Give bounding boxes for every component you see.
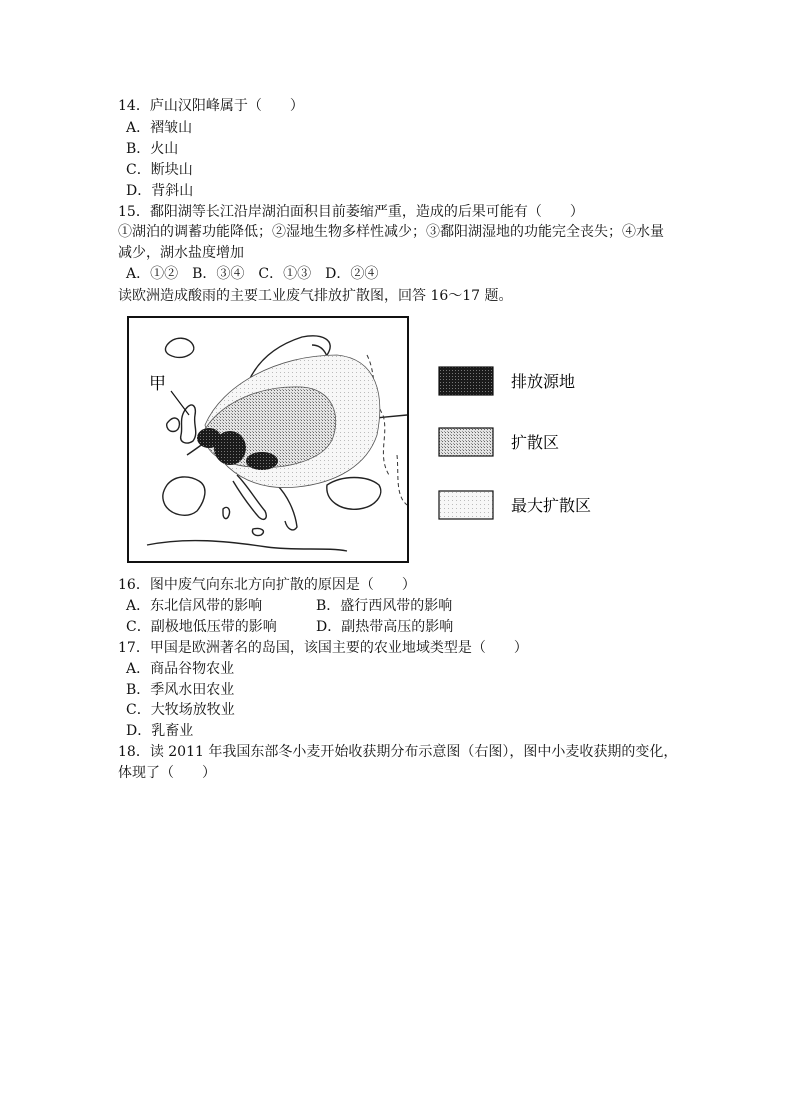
q15-items-line1: ①湖泊的调蓄功能降低；②湿地生物多样性减少；③鄱阳湖湿地的功能完全丧失；④水量	[118, 224, 664, 240]
q17-option-d: D．乳畜业	[126, 723, 194, 739]
map-label-jia: 甲	[149, 374, 166, 394]
q16-option-b: B．盛行西风带的影响	[316, 598, 453, 614]
q17-option-b: B．季风水田农业	[126, 682, 235, 698]
q16-stem: 16．图中废气向东北方向扩散的原因是（ ）	[118, 577, 416, 593]
q17-option-a: A．商品谷物农业	[126, 661, 235, 677]
q15-options: A．①② B．③④ C．①③ D．②④	[126, 266, 379, 282]
q18-line1: 18．读 2011 年我国东部冬小麦开始收获期分布示意图（右图），图中小麦收获期的变化，	[118, 744, 678, 760]
legend-swatch-diffusion	[439, 428, 493, 456]
q16-option-c: C．副极地低压带的影响	[126, 619, 277, 635]
q16-option-d: D．副热带高压的影响	[316, 619, 454, 635]
legend-label-diffusion: 扩散区	[511, 433, 560, 452]
q14-stem: 14．庐山汉阳峰属于（ ）	[118, 98, 304, 114]
q17-option-c: C．大牧场放牧业	[126, 702, 235, 718]
legend-label-source: 排放源地	[511, 372, 576, 391]
q17-stem: 17．甲国是欧洲著名的岛国，该国主要的农业地域类型是（ ）	[118, 640, 528, 656]
figure-intro: 读欧洲造成酸雨的主要工业废气排放扩散图，回答 16～17 题。	[118, 288, 513, 304]
q18-line2: 体现了（ ）	[118, 765, 216, 781]
q16-option-a: A．东北信风带的影响	[126, 598, 263, 614]
q15-items-line2: 减少，湖水盐度增加	[118, 245, 244, 261]
q14-option-a: A．褶皱山	[126, 120, 193, 136]
q14-option-b: B．火山	[126, 141, 179, 157]
q14-option-c: C．断块山	[126, 162, 193, 178]
acid-rain-diffusion-figure	[127, 315, 607, 565]
legend	[439, 367, 591, 519]
q14-option-d: D．背斜山	[126, 183, 194, 199]
legend-label-max-diffusion: 最大扩散区	[511, 496, 592, 515]
q15-stem: 15．鄱阳湖等长江沿岸湖泊面积目前萎缩严重，造成的后果可能有（ ）	[118, 204, 584, 220]
legend-swatch-max-diffusion	[439, 491, 493, 519]
legend-swatch-source	[439, 367, 493, 395]
europe-map-svg	[127, 315, 607, 565]
